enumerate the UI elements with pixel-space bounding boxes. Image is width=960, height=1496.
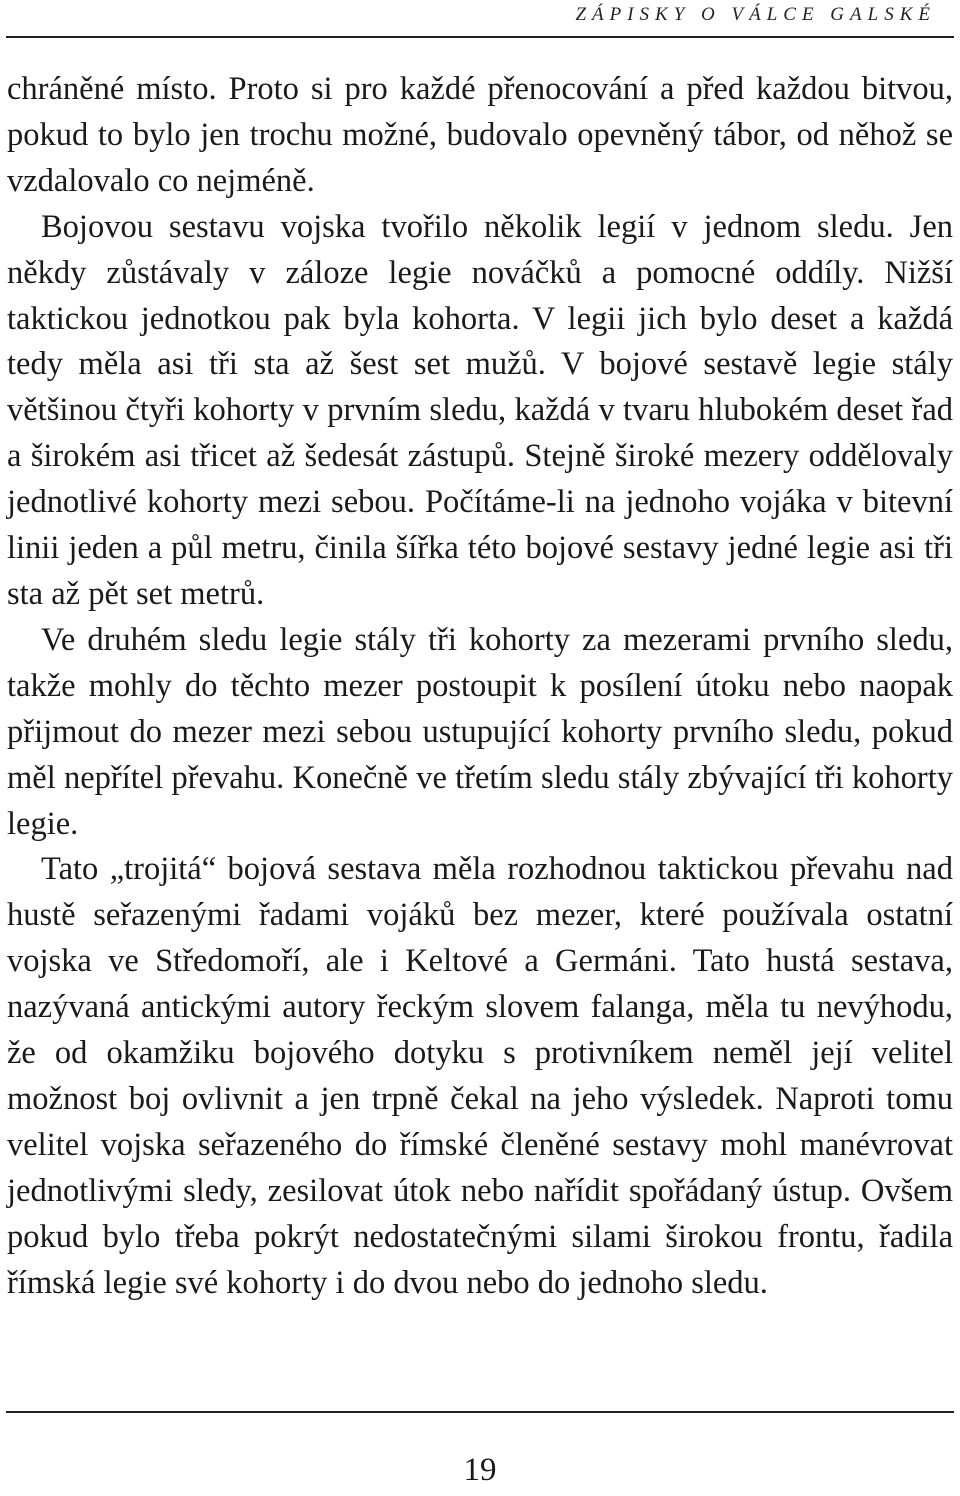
- paragraph: Ve druhém sledu legie stály tři kohorty za mezerami prvního sledu, takže mohly do těchto mezer postoupit k posílení útoku nebo naopak přijmout do mezer mezi sebou ustupující kohorty prvního sledu, pokud měl nepřítel převahu. Konečně ve třetím sledu stály zbývající tři kohorty legie.: [7, 621, 953, 842]
- paragraph: Tato „trojitá“ bojová sestava měla rozhodnou taktickou převahu nad hustě seřazenými řadami vojáků bez mezer, které používala ostatní vojska ve Středomoří, ale i Keltové a Germáni. Tato hustá sestava, nazývaná antickými autory řeckým slovem falanga, měla tu nevýhodu, že od okamžiku bojového dotyku s protivníkem neměl její velitel možnost boj ovlivnit a jen trpně čekal na jeho výsledek. Naproti tomu velitel vojska seřazeného do římské členěné sestavy mohl manévrovat jednotlivými sledy, zesilovat útok nebo nařídit spořádaný ústup. Ovšem pokud bylo třeba pokrýt nedostatečnými silami širokou frontu, řadila římská legie své kohorty i do dvou nebo do jednoho sledu.: [7, 851, 953, 1301]
- paragraph: Bojovou sestavu vojska tvořilo několik legií v jednom sledu. Jen někdy zůstávaly v záloze legie nováčků a pomocné oddíly. Nižší taktickou jednotkou pak byla kohorta. V legii jich bylo deset a každá tedy měla asi tři sta až šest set mužů. V bojové sestavě legie stály většinou čtyři kohorty v prvním sledu, každá v tvaru hlubokém deset řad a širokém asi třicet až šedesát zástupů. Stejně široké mezery oddělovaly jednotlivé kohorty mezi sebou. Počítáme-li na jednoho vojáka v bitevní linii jeden a půl metru, činila šířka této bojové sestavy jedné legie asi tři sta až pět set metrů.: [7, 208, 953, 612]
- body-text: [7, 67, 953, 1306]
- footer-rule: [6, 1411, 954, 1413]
- page-number: 19: [463, 1452, 497, 1488]
- paragraph-continued: chráněné místo. Proto si pro každé přenocování a před každou bitvou, pokud to bylo jen trochu možné, budovalo opevněný tábor, od něhož se vzdalovalo co nejméně.: [7, 71, 953, 199]
- header-rule: [6, 36, 954, 38]
- running-header: ZÁPISKY O VÁLCE GALSKÉ: [575, 4, 936, 25]
